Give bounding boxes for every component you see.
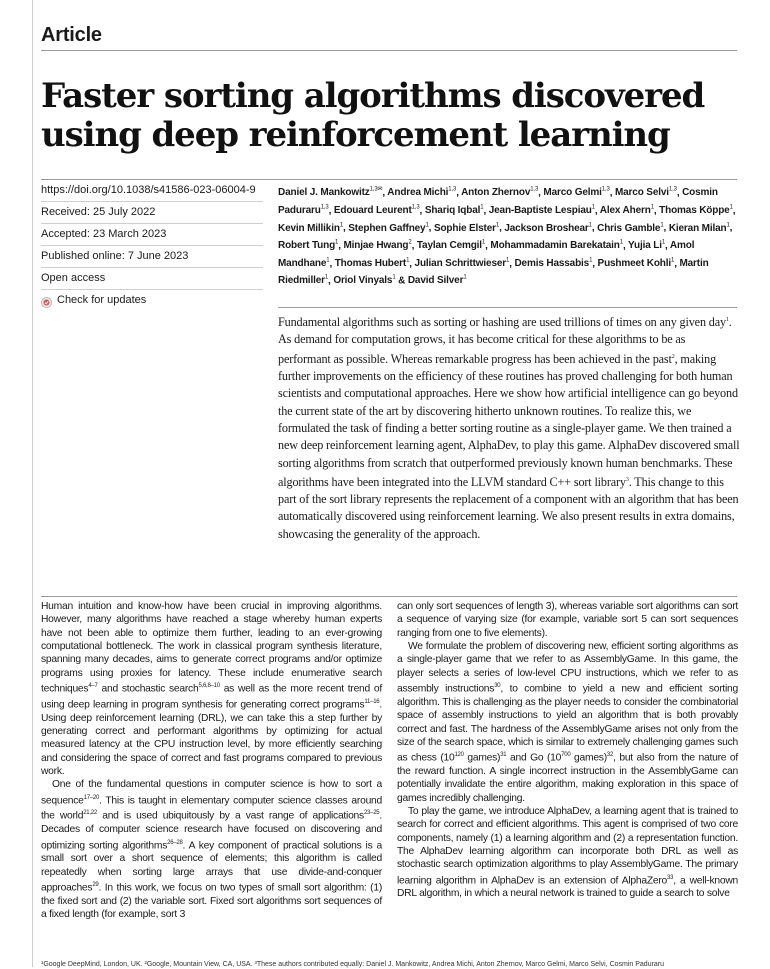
author-affiliation: 1: [425, 222, 429, 229]
citation-ref: 4–7: [88, 683, 98, 690]
text-run: We formulate the problem of discovering new, efficient sorting algorithms as a single-player game that we refer to as AssemblyGame. In this game, the player selects a series of low-level CPU instructions, which we refer to as assembly instructions: [397, 641, 738, 695]
author-name: Chris Gamble: [597, 222, 661, 234]
author[interactable]: [461, 187, 538, 198]
author[interactable]: [543, 187, 609, 198]
author[interactable]: [344, 240, 412, 251]
author-name: Demis Hassabis: [514, 257, 590, 269]
author[interactable]: [434, 223, 499, 234]
citation-ref: 30: [494, 683, 501, 690]
author-affiliation: 1: [506, 257, 510, 264]
text-run: , a well-known DRL algorithm, in which a neural network is trained to guide a search to solve: [397, 875, 738, 900]
author[interactable]: [490, 240, 623, 251]
author-name: Jackson Broshear: [504, 222, 589, 234]
author[interactable]: [278, 240, 338, 251]
author-name: Thomas Köppe: [659, 204, 730, 216]
header-rule: [41, 50, 737, 51]
author-name: Daniel J. Mankowitz: [278, 187, 370, 199]
check-for-updates-link[interactable]: [41, 290, 263, 311]
author-affiliation: 1: [324, 275, 329, 282]
citation-ref: 26–28: [167, 839, 183, 846]
author-affiliation: 1: [339, 222, 343, 229]
author-name: Martin Riedmiller: [278, 257, 709, 287]
paragraph: [41, 600, 382, 778]
author[interactable]: [408, 275, 467, 286]
author-name: Mohammadamin Barekatain: [490, 240, 620, 252]
author-affiliation: 1: [729, 204, 733, 211]
author-affiliation: 1,3: [668, 187, 677, 193]
check-updates-icon: [41, 295, 52, 306]
citation-ref: 2: [671, 353, 675, 360]
author-name: Sophie Elster: [433, 222, 496, 234]
author-affiliation: 1: [463, 275, 467, 282]
author-name: Anton Zhernov: [461, 187, 531, 199]
author-affiliation: 1: [326, 257, 330, 264]
page-edge: [32, 0, 33, 967]
author-affiliation: 1,3✉: [369, 187, 383, 193]
text-run: . Using deep reinforcement learning (DRL), we can take this a step further by generating correct and performant algorithms by optimizing for actual measured latency at the CPU instruction level, by more efficiently searching and considering the space of correct and fast programs compared to previous work.: [41, 699, 382, 777]
text-run: and is used ubiquitously by a vast range of applications: [96, 810, 364, 822]
body-rule: [41, 596, 737, 597]
author-affiliation: 1,3: [320, 204, 329, 211]
author-affiliation: 1,3: [530, 187, 539, 193]
author[interactable]: [504, 223, 592, 234]
text-run: , to combine to yield a new and efficient sorting algorithm. This is challenging as the player needs to consider the combinatorial space of assembly instructions to yield an algorithm that is both provably correct and fast. The hardness of the AssemblyGame arises not only from the size of the search space, which is similar to extremely challenging games such as chess (10: [397, 683, 738, 764]
author-affiliation: 1: [335, 239, 339, 246]
text-run: One of the fundamental questions in computer science is how to sort a sequence: [41, 779, 382, 807]
text-run: . Decades of computer science research have focused on discovering and optimizing sorting algorithms: [41, 810, 382, 851]
received-date: Received: 25 July 2022: [41, 202, 263, 224]
author-name: Marco Gelmi: [543, 187, 602, 199]
citation-ref: 17–20: [83, 794, 100, 801]
body-column-left: [41, 600, 382, 921]
author-name: Jean-Baptiste Lespiau: [488, 204, 592, 216]
author-name: Marco Selvi: [614, 187, 669, 199]
citation-ref: 700: [561, 752, 571, 759]
author[interactable]: [335, 258, 410, 269]
author-name: Minjae Hwang: [343, 240, 409, 252]
text-run: can only sort sequences of length 3), whereas variable sort algorithms can sort a sequence of varying size (for example, variable sort 5 can sort sequences ranging from one to five elements).: [397, 601, 738, 639]
citation-ref: 21,22: [83, 810, 97, 817]
author-name: Taylan Cemgil: [416, 240, 482, 252]
author-name: Andrea Michi: [387, 187, 449, 199]
author-affiliation: 1: [588, 222, 592, 229]
text-run: . This change to this part of the sort library represents the replacement of a component with an algorithm that has been automatically discovered using reinforcement learning. We also present results in extra domains, showcasing the generality of the approach.: [278, 474, 739, 541]
article-type-label: Article: [41, 24, 102, 46]
author[interactable]: [417, 240, 485, 251]
text-run: and Go (10: [506, 752, 562, 764]
author-list: Daniel J. Mankowitz$^{1,3✉}$, Andrea Michi$^{1,3}$, Anton Zhernov$^{1,3}$, Marco Gelmi$^{1,3}$, Marco Selvi$^{1,3}$, Cosmin Paduraru$^{1,3}$, Edouard Leurent$^{1,3}$, Shariq Iqbal$^1$, Jean-Baptiste Lespiau$^1$, Alex Ahern$^1$, Thomas Köppe$^1$, Kevin Millikin$^1$, Stephen Gaffney$^1$, Sophie Elster$^1$, Jackson Broshear$^1$, Chris Gamble$^1$, Kieran Milan$^1$, Robert Tung$^1$, Minjae Hwang$^2$, Taylan Cemgil$^1$, Mohammadamin Barekatain$^1$, Yujia Li$^1$, Amol Mandhane$^1$, Thomas Hubert$^1$, Julian Schrittwieser$^1$, Demis Hassabis$^1$, Pushmeet Kohli$^1$, Martin Riedmiller$^1$, Oriol Vinyals$^1$ & David Silver$^1$: [278, 187, 736, 287]
text-run: . As demand for computation grows, it has become critical for these algorithms to be as performant as possible. Whereas remarkable progress has been achieved in the past: [278, 315, 732, 366]
author-affiliation: 1: [589, 257, 593, 264]
author[interactable]: [598, 258, 675, 269]
author[interactable]: [387, 187, 456, 198]
author-affiliation: 1: [480, 204, 484, 211]
author-affiliation: 1: [660, 222, 664, 229]
citation-ref: 29: [92, 881, 99, 888]
author-name: Oriol Vinyals: [333, 275, 393, 287]
author-affiliation: 1: [650, 204, 654, 211]
author-name: Kevin Millikin: [278, 222, 340, 234]
author[interactable]: [348, 223, 428, 234]
author-name: Cosmin Paduraru: [278, 187, 718, 216]
author[interactable]: [333, 275, 395, 286]
author-name: Julian Schrittwieser: [414, 257, 507, 269]
paragraph: [397, 640, 738, 805]
article-title: Faster sorting algorithms discovered using deep reinforcement learning: [41, 75, 705, 155]
citation-ref: 3: [625, 476, 629, 483]
author-name: Stephen Gaffney: [348, 222, 426, 234]
doi-link[interactable]: https://doi.org/10.1038/s41586-023-06004-9: [41, 180, 263, 202]
body-column-right: [397, 600, 738, 901]
open-access-label: Open access: [41, 268, 263, 290]
author-affiliation: 1,3: [411, 204, 420, 211]
author[interactable]: [278, 187, 382, 198]
text-run: , making further improvements on the efficiency of these routines has proved challenging for both human scientists and computational approaches. Here we show how artificial intelligence can go beyond the current state of the art by discovering hitherto unknown routines. To realize this, we formulated the task of finding a better sorting routine as a single-player game. We then trained a new deep reinforcement learning agent, AlphaDev, to play this game. AlphaDev discovered small sorting algorithms from scratch that outperformed previously known human benchmarks. These algorithms have been integrated into the LLVM standard C++ sort library: [278, 351, 740, 489]
accepted-date: Accepted: 23 March 2023: [41, 224, 263, 246]
author[interactable]: [669, 223, 730, 234]
citation-ref: 32: [606, 752, 614, 759]
text-run: Human intuition and know-how have been crucial in improving algorithms. However, many algorithms have reached a stage whereby human experts have not been able to optimize them further, leading to an ever-growing computational bottleneck. The work in classical program synthesis literature, spanning many decades, aims to generate correct programs and/or optimize programs using proxies for latency. These include enumerative search techniques: [41, 601, 382, 695]
author-affiliation: 2: [408, 239, 412, 246]
author[interactable]: [615, 187, 677, 198]
article-meta: [41, 180, 263, 311]
text-run: . A key component of practical solutions is a small sort over a short sequence of elements; this algorithm is called repeatedly when sorting large arrays that use divide-and-conquer approaches: [41, 839, 382, 894]
abstract-rule: [278, 307, 737, 308]
abstract: [278, 312, 740, 543]
text-run: as well as the more recent trend of using deep learning in program synthesis for generating correct programs: [41, 683, 383, 711]
author-affiliation: 1: [619, 239, 623, 246]
author[interactable]: [514, 258, 592, 269]
text-run: games): [570, 752, 607, 764]
author[interactable]: [278, 223, 343, 234]
author-affiliation: 1: [591, 204, 595, 211]
citation-ref: 120: [454, 752, 464, 759]
check-updates-label: Check for updates: [57, 294, 147, 306]
author[interactable]: [628, 240, 665, 251]
author[interactable]: [659, 205, 733, 216]
text-run: , but also from the nature of the reward function. A single incorrect instruction in the AssemblyGame can potentially invalidate the entire algorithm, making exploration in this space of games incredibly challenging.: [397, 752, 738, 804]
author[interactable]: [334, 205, 420, 216]
author-affiliation: 1: [671, 257, 675, 264]
author-name: Robert Tung: [278, 240, 336, 252]
affiliations-footnote: ¹Google DeepMind, London, UK. ²Google, Mountain View, CA, USA. ³These authors contributed equally: Daniel J. Mankowitz, Andrea Michi, Anton Zhernov, Marco Gelmi, Marco Selvi, Cosmin Paduraru: [41, 961, 665, 968]
paragraph: [397, 805, 738, 901]
author[interactable]: [597, 223, 663, 234]
published-date: Published online: 7 June 2023: [41, 246, 263, 268]
citation-ref: 11–16: [364, 698, 380, 705]
author-affiliation: 1: [481, 239, 486, 246]
citation-ref: 33: [667, 874, 674, 881]
text-run: Fundamental algorithms such as sorting or hashing are used trillions of times on any given day: [278, 315, 726, 330]
citation-ref: 23–25: [363, 810, 380, 817]
author-name: Edouard Leurent: [333, 204, 412, 216]
author-affiliation: 1: [495, 222, 500, 229]
paragraph: [41, 778, 382, 921]
text-run: . This is taught in elementary computer science classes around the world: [41, 795, 382, 822]
author-name: Thomas Hubert: [334, 257, 407, 269]
author-affiliation: 1: [406, 257, 410, 264]
author-name: Alex Ahern: [599, 204, 651, 216]
author-affiliation: 1: [726, 222, 730, 229]
text-run: . In this work, we focus on two types of small sort algorithm: (1) the fixed sort and (2) the variable sort. Fixed sort algorithms sort sequences of a fixed length (for example, sort 3: [41, 882, 382, 921]
citation-ref: 31: [500, 752, 507, 759]
author-name: David Silver: [407, 275, 464, 287]
author[interactable]: [489, 205, 595, 216]
author-name: Amol Mandhane: [278, 240, 695, 269]
text-run: To play the game, we introduce AlphaDev, a learning agent that is trained to search for correct and efficient algorithms. This agent is comprised of two core components, namely (1) a learning algorithm and (2) a representation function. The AlphaDev learning algorithm can incorporate both DRL as well as stochastic search optimization algorithms to play AssemblyGame. The primary learning algorithm in AlphaDev is an extension of AlphaZero: [397, 806, 738, 887]
author[interactable]: [425, 205, 484, 216]
author-name: Shariq Iqbal: [424, 204, 481, 216]
author[interactable]: [600, 205, 654, 216]
text-run: games): [463, 752, 501, 764]
author-affiliation: 1,3: [601, 187, 610, 193]
text-run: and stochastic search: [97, 683, 199, 695]
citation-ref: 1: [725, 317, 729, 323]
author-affiliation: 1,3: [448, 187, 457, 193]
author-affiliation: 1: [661, 239, 666, 246]
author-name: Yujia Li: [628, 240, 662, 252]
paragraph: [397, 600, 738, 640]
author[interactable]: [415, 258, 510, 269]
citation-ref: 5,6,8–10: [198, 683, 220, 690]
author-name: Pushmeet Kohli: [597, 257, 672, 269]
author-name: Kieran Milan: [668, 222, 727, 234]
author-affiliation: 1: [392, 275, 396, 282]
